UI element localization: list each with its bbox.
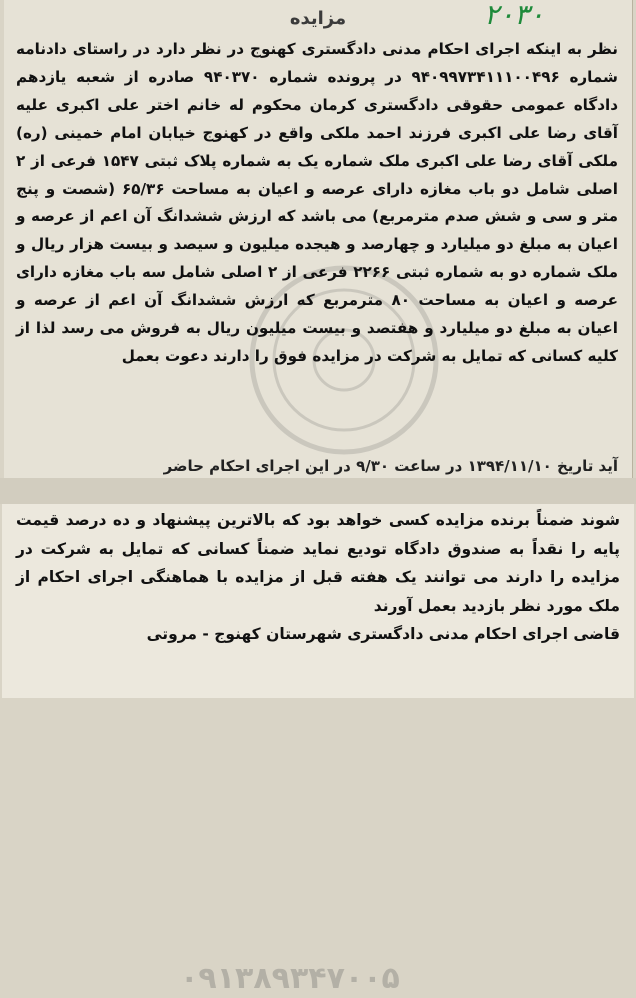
notice-body-lower [16,506,620,649]
clipping-lower-part [2,504,634,698]
handwritten-number: ۲۰۳۰ [484,0,545,31]
faded-phone-mark [90,958,490,998]
notice-signature: قاضی اجرای احکام مدنی دادگستری شهرستان کهنوج - مروتی [146,625,620,643]
notice-body-lower-text: شوند ضمناً برنده مزایده کسی خواهد بود که بالاترین پیشنهاد و ده درصد قیمت پایه را نقداً به صندوق دادگاه تودیع نماید ضمناً کسانی که تمایل به شرکت در مزایده را دارند می توانند یک هفته قبل از مزایده با هماهنگی اجرای احکام از ملک مورد نظر بازدید بعمل آورند [16,511,620,615]
notice-body-upper: نظر به اینکه اجرای احکام مدنی دادگستری کهنوج در نظر دارد در راستای دادنامه شماره ۹۴۰۹۹۷۳۴۱۱۱۰۰۴۹۶ در پرونده شماره ۹۴۰۳۷۰ صادره از شعبه یازدهم دادگاه عمومی حقوقی دادگستری کرمان محکوم له خانم اختر علی اکبری علیه آقای رضا علی اکبری فرزند احمد ملکی واقع در کهنوج خیابان امام خمینی (ره) ملکی آقای رضا علی اکبری ملک شماره یک به شماره پلاک ثبتی ۱۵۴۷ فرعی از ۲ اصلی شامل دو باب مغازه دارای عرصه و اعیان به مساحت ۶۵/۳۶ (شصت و پنج متر و سی و شش صدم مترمربع) می باشد که ارزش ششدانگ آن اعم از عرصه و اعیان به مبلغ دو میلیارد و چهارصد و هیجده میلیون و سیصد و بیست هزار ریال و ملک شماره دو به شماره ثبتی ۲۲۶۶ فرعی از ۲ اصلی شامل سه باب مغازه دارای عرصه و اعیان به مساحت ۸۰ مترمربع که ارزش ششدانگ آن اعم از عرصه و اعیان به مبلغ دو میلیارد و هفتصد و بیست میلیون ریال به فروش می رسد لذا از کلیه کسانی که تمایل به شرکت در مزایده فوق را دارند دعوت بعمل [16,40,619,365]
faded-phone: ۰۹۱۳۸۹۳۴۷۰۰۵ [180,961,400,996]
notice-title: مزایده [289,8,347,29]
clipping-upper-part [4,0,633,478]
notice-date-line: آید تاریخ ۱۳۹۴/۱۱/۱۰ در ساعت ۹/۳۰ در این اجرای احکام حاضر [163,457,618,475]
